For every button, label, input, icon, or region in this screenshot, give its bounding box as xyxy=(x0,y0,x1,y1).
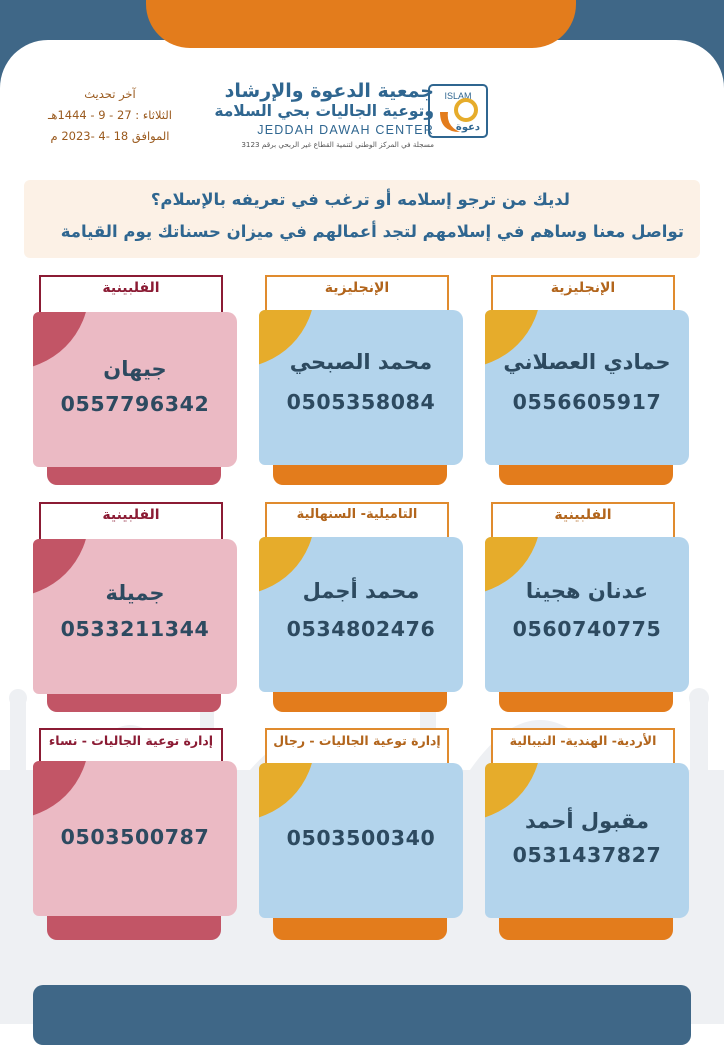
contact-card xyxy=(259,275,463,490)
contact-phone[interactable]: 0556605917 xyxy=(512,390,662,414)
contact-name: حمادي العصلاني xyxy=(503,350,671,374)
card-label-frame xyxy=(491,275,675,315)
contact-card xyxy=(33,502,237,717)
card-label-frame xyxy=(491,502,675,542)
card-language: الفلبينية xyxy=(554,507,612,523)
contact-name: محمد الصبحي xyxy=(289,350,433,374)
card-panel xyxy=(485,537,689,692)
card-base xyxy=(273,916,447,940)
contact-name: مقبول أحمد xyxy=(525,809,649,833)
card-language: إدارة توعية الجاليات - نساء xyxy=(48,733,214,748)
contact-phone[interactable]: 0534802476 xyxy=(286,617,436,641)
last-update-hijri-date: الثلاثاء : 27 - 9 - 1444هـ xyxy=(48,108,172,122)
card-label-frame xyxy=(39,502,223,542)
card-base xyxy=(499,916,673,940)
card-swoosh xyxy=(259,763,315,821)
contact-phone[interactable]: 0533211344 xyxy=(60,617,210,641)
contact-card xyxy=(259,502,463,717)
card-panel xyxy=(33,312,237,467)
footer-bar xyxy=(33,985,691,1045)
card-language: الفلبينية xyxy=(102,280,160,296)
card-language: الفلبينية xyxy=(102,507,160,523)
contact-card xyxy=(485,728,689,943)
card-label-frame xyxy=(265,728,449,768)
contact-phone[interactable]: 0560740775 xyxy=(512,617,662,641)
last-update-heading: آخر تحديث xyxy=(84,87,136,101)
card-label-frame xyxy=(39,275,223,315)
org-registration: مسجلة في المركز الوطني لتنمية القطاع غير الربحي برقم 3123 xyxy=(241,140,434,149)
card-panel xyxy=(259,763,463,918)
card-language: الإنجليزية xyxy=(550,280,616,296)
card-language: إدارة توعية الجاليات - رجال xyxy=(273,733,441,748)
card-panel xyxy=(485,310,689,465)
card-label-frame xyxy=(265,275,449,315)
contact-card xyxy=(33,728,237,943)
card-panel xyxy=(259,310,463,465)
contact-card xyxy=(485,502,689,717)
contact-phone[interactable]: 0531437827 xyxy=(512,843,662,867)
contact-name: عدنان هجينا xyxy=(525,579,649,603)
contact-phone[interactable]: 0503500787 xyxy=(60,825,210,849)
contact-card xyxy=(485,275,689,490)
contact-phone[interactable]: 0557796342 xyxy=(60,392,210,416)
logo-text-english: ISLAM xyxy=(444,91,472,101)
card-panel xyxy=(259,537,463,692)
card-label-frame xyxy=(491,728,675,768)
logo-text-arabic: دعوة xyxy=(455,122,481,133)
card-panel xyxy=(33,761,237,916)
org-name-english: JEDDAH DAWAH CENTER xyxy=(257,123,434,137)
card-swoosh xyxy=(33,761,89,819)
card-language: الإنجليزية xyxy=(324,280,390,296)
card-panel xyxy=(485,763,689,918)
contact-phone[interactable]: 0503500340 xyxy=(286,826,436,850)
contact-name: جيهان xyxy=(103,357,167,381)
card-base xyxy=(47,916,221,940)
invitation-banner xyxy=(24,180,700,258)
top-orange-tab xyxy=(146,0,576,48)
banner-question: لديك من ترجو إسلامه أو ترغب في تعريفه بالإسلام؟ xyxy=(150,190,570,209)
last-update-gregorian-date: الموافق 18 -4 -2023 م xyxy=(50,129,170,143)
contact-phone[interactable]: 0505358084 xyxy=(286,390,436,414)
org-name-line2: وتوعية الجاليات بحي السلامة xyxy=(214,102,434,120)
contact-name: محمد أجمل xyxy=(302,579,420,603)
last-update-info xyxy=(30,84,190,147)
organization-logo xyxy=(428,84,488,138)
card-language: التاميلية- السنهالية xyxy=(296,507,418,522)
card-panel xyxy=(33,539,237,694)
contact-card xyxy=(33,275,237,490)
card-label-frame xyxy=(265,502,449,542)
contact-name: جميلة xyxy=(105,581,165,605)
card-language: الأردية- الهندية- النيبالية xyxy=(509,733,657,748)
contact-card xyxy=(259,728,463,943)
banner-call-to-action: تواصل معنا وساهم في إسلامهم لتجد أعمالهم في ميزان حسناتك يوم القيامة xyxy=(60,222,684,241)
org-name-line1: جمعية الدعوة والإرشاد xyxy=(224,80,434,102)
